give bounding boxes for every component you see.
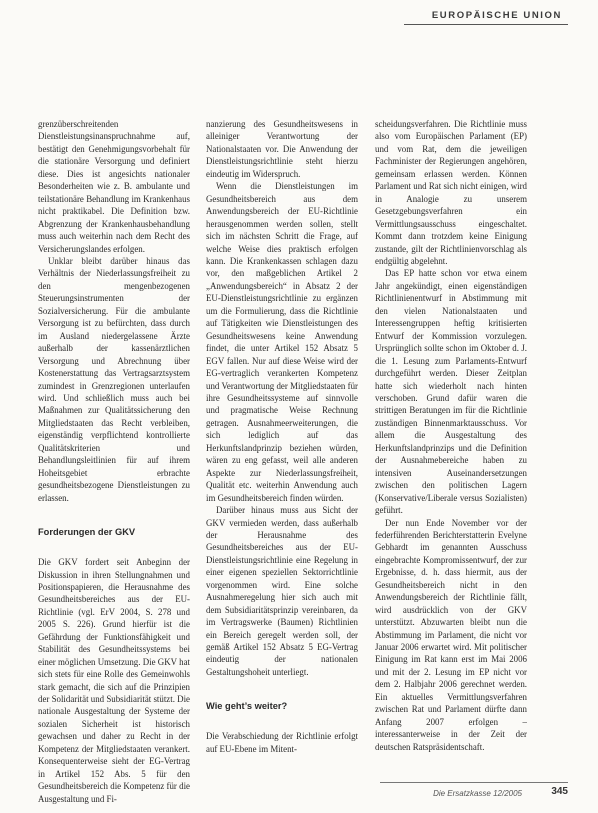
paragraph: Die GKV fordert seit Anbeginn der Diskussion in ihren Stellungnahmen und Positionspapieren, die Herausnahme des Gesundheitsbereiches aus der EU-Richtlinie (vgl. ErV 2004, S. 278 und 2005 S. 226). Grund hierfür ist die Gefährdung der Funktionsfähigkeit und Stabilität des Gesundheitssystems bei einer möglichen Umsetzung. Die GKV hat sich stets für eine Rolle des Gemeinwohls stark gemacht, die sich auf die Prinzipien der Solidarität und Subsidiarität stützt. Die nationale Ausgestaltung der Systeme der sozialen Sicherheit ist historisch gewachsen und daher zu Recht in der Kompetenz der Mitgliedstaaten verankert. Konsequenterweise sieht der EG-Vertrag in Artikel 152 Abs. 5 für den Gesundheitsbereich die Kompetenz für die Ausgestaltung und Fi- <box>38 557 190 804</box>
paragraph: Wenn die Dienstleistungen im Gesundheitsbereich aus dem Anwendungsbereich der EU-Richtlinie herausgenommen werden sollen, stellt sich im nächsten Schritt die Frage, auf welche Weise dies praktisch erfolgen kann. Die Krankenkassen schlagen dazu vor, den maßgeblichen Artikel 2 „Anwendungsbereich“ in Absatz 2 der EU-Dienstleistungsrichtlinie zu ergänzen um die Formulierung, dass die Richtlinie auf Tätigkeiten wie Dienstleistungen des Gesundheitswesens keine Anwendung findet, die unter Artikel 152 Absatz 5 EGV fallen. Nur auf diese Weise wird der EG-vertraglich verankerten Kompetenz und Verantwortung der Mitgliedstaaten für ihre Gesundheitssysteme auf sinnvolle und pragmatische Weise Rechnung getragen. Ausnahmeerweiterungen, die sich lediglich auf das Herkunftslandprinzip beziehen würden, wären zu eng gefasst, weil alle anderen Aspekte zur Niederlassungsfreiheit, Qualität etc. weiterhin Anwendung auch im Gesundheitsbereich finden würden. <box>206 181 358 503</box>
text-column-1 <box>38 118 190 805</box>
paragraph: Die Verabschiedung der Richtlinie erfolgt auf EU-Ebene im Mitent- <box>206 731 358 754</box>
page-number: 345 <box>551 786 568 797</box>
paragraph: nanzierung des Gesundheitswesens in alleiniger Verantwortung der Nationalstaaten vor. Die Anwendung der Dienstleistungsrichtlinie steht hierzu eindeutig im Widerspruch. <box>206 119 358 179</box>
page-footer <box>380 782 568 801</box>
text-column-3 <box>375 118 527 753</box>
paragraph: Darüber hinaus muss aus Sicht der GKV vermieden werden, dass außerhalb der Herausnahme des Gesundheitsbereiches aus der EU-Dienstleistungsrichtlinie eine Regelung in einer eigenen speziellen Sektorrichtlinie vorgenommen wird. Eine solche Ausnahmeregelung hier sich auch mit dem Subsidiaritätsprinzip vereinbaren, da im Vertragswerke (Baumen) Richtlinien ein Bereich geregelt werden soll, der gemäß Artikel 152 Absatz 5 EG-Vertrag eindeutig der nationalen Gestaltungshoheit unterliegt. <box>206 505 358 677</box>
paragraph: grenzüberschreitenden Dienstleistungsinanspruchnahme auf, bestätigt den Genehmigungsvorbehalt für die stationäre Versorgung und definiert diese. Dies ist angesichts nationaler Besonderheiten wie z. B. ambulante und teilstationäre Behandlung im Krankenhaus nicht praktikabel. Die Definition bzw. Abgrenzung der Krankenhausbehandlung muss auch weiterhin nach dem Recht des Versicherungslandes erfolgen. <box>38 119 190 254</box>
paragraph: Der nun Ende November vor der federführenden Berichterstatterin Evelyne Gebhardt im genannten Ausschuss eingebrachte Kompromissentwurf, der zur Ergebnisse, d. h. dass hiermit, aus der Gesundheitsbereich nicht in den Anwendungsbereich der Richtlinie fällt, wird ausdrücklich von der GKV unterstützt. Abzuwarten bleibt nun die Abstimmung im Parlament, die nicht vor Januar 2006 erwartet wird. Mit politischer Einigung im Rat kann erst im Mai 2006 und mit der 2. Lesung im EP nicht vor dem 2. Halbjahr 2006 gerechnet werden. Ein aktuelles Vermittlungsverfahren zwischen Rat und Parlament dürfte dann Anfang 2007 erfolgen – interessanterweise in der Zeit der deutschen Ratspräsidentschaft. <box>375 517 527 752</box>
text-column-2 <box>206 118 358 755</box>
paragraph: Das EP hatte schon vor etwa einem Jahr angekündigt, einen eigenständigen Richtlinienentwurf in Abstimmung mit den vielen Nationalstaaten und Interessengruppen heftig kritisierten Entwurf der Kommission vorzulegen. Ursprünglich sollte schon im Oktober d. J. die 1. Lesung zum Parlaments-Entwurf durchgeführt werden. Dieser Zeitplan hatte sich wiederholt nach hinten verschoben. Grund dafür waren die strittigen Beratungen im für die Richtlinie zuständigen Binnenmarktausschuss. Vor allem die Ausgestaltung des Herkunftslandprinzips und die Definition der Ausnahmebereiche haben zu intensiven Auseinandersetzungen zwischen den politischen Lagern (Konservative/Liberale versus Sozialisten) geführt. <box>375 268 527 516</box>
header-rule <box>404 24 568 25</box>
journal-name: Die Ersatzkasse 12/2005 <box>433 789 522 798</box>
section-heading: Wie geht’s weiter? <box>206 701 288 712</box>
paragraph: scheidungsverfahren. Die Richtlinie muss also vom Europäischen Parlament (EP) und vom Rat, dem die jeweiligen Fachminister der Regierungen angehören, gemeinsam erlassen werden. Können Parlament und Rat sich nicht einigen, wird in Analogie zu unserem Gesetzgebungsverfahren ein Vermittlungsausschuss eingeschaltet. Kommt dann trotzdem keine Einigung zustande, gilt der Richtlinienvorschlag als endgültig abgelehnt. <box>375 119 527 266</box>
section-label: EUROPÄISCHE UNION <box>431 10 562 21</box>
section-heading: Forderungen der GKV <box>38 527 136 538</box>
paragraph: Unklar bleibt darüber hinaus das Verhältnis der Niederlassungsfreiheit zu den mengenbezogenen Steuerungsinstrumenten der Sozialversicherung. Für die ambulante Versorgung ist zu befürchten, dass durch im Ausland niedergelassene Ärzte außerhalb der kassenärztlichen Versorgung und Abrechnung über Kostenerstattung das Vertragsarztsystem zumindest in Grenzregionen unterlaufen wird. Und schließlich muss auch bei Maßnahmen zur Qualitätssicherung den Mitgliedstaaten das Recht verbleiben, eigenständig verpflichtend kontrollierte Qualitätskriterien und Behandlungsleitlinien für auf ihrem Hoheitsgebiet erbrachte gesundheitsbezogene Dienstleistungen zu erlassen. <box>38 255 190 503</box>
